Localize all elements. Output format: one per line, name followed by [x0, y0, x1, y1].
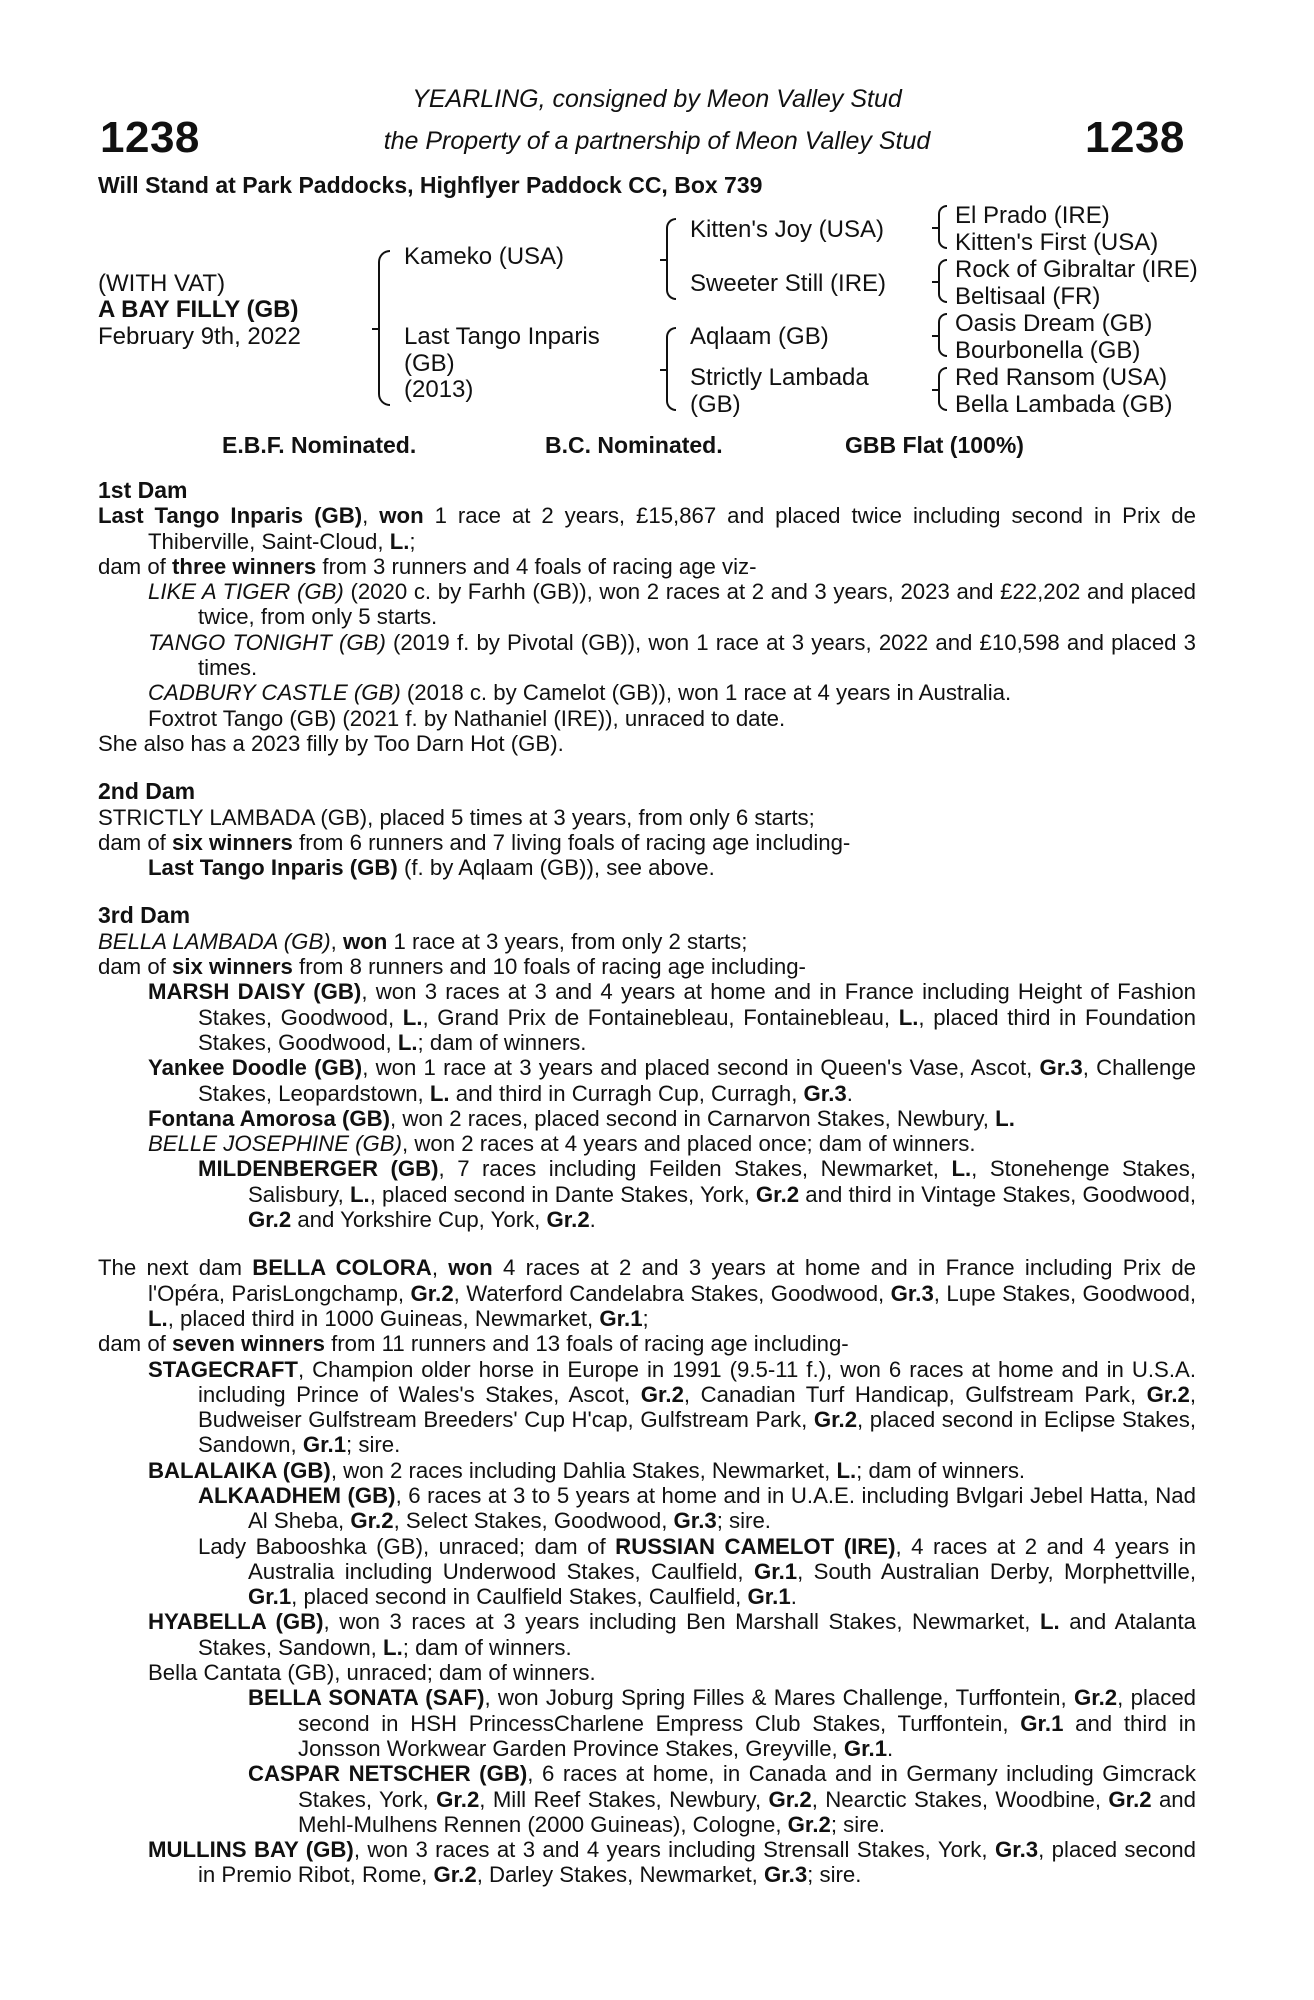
t: dam of	[98, 1331, 172, 1357]
produce-entry	[98, 706, 1196, 731]
foal-name: CADBURY CASTLE (GB)	[148, 680, 401, 706]
produce-entry	[98, 1357, 1196, 1458]
produce-entry	[98, 1534, 1196, 1610]
brace-ds	[938, 313, 947, 357]
brace-sd	[938, 259, 947, 303]
gbb-flat: GBB Flat (100%)	[845, 432, 1024, 458]
t: from 11 runners and 13 foals of racing age including-	[324, 1331, 849, 1357]
t: ; sire.	[830, 1811, 886, 1837]
group-mark: Gr.2	[1108, 1786, 1152, 1812]
t: , South Australian Derby, Morphettville,	[797, 1558, 1196, 1584]
t: , Nearctic Stakes, Woodbine,	[811, 1786, 1109, 1812]
winners-count: three winners	[172, 553, 317, 579]
stand-location: Will Stand at Park Paddocks, Highflyer Paddock CC, Box 739	[98, 172, 763, 198]
group-mark: Gr.2	[350, 1508, 394, 1534]
t: , won 3 races at 3 and 4 years at home and in France including Height of Fashion Stakes, Goodwood,	[198, 979, 1196, 1030]
t: , won Joburg Spring Filles & Mares Challenge, Turffontein,	[484, 1685, 1074, 1711]
t: .	[589, 1207, 596, 1233]
t: ; sire.	[346, 1432, 401, 1458]
t: and Yorkshire Cup, York,	[291, 1207, 547, 1233]
dam-name: Last Tango Inparis	[404, 323, 600, 350]
t: , Waterford Candelabra Stakes, Goodwood,	[453, 1280, 891, 1306]
sd-sire: Rock of Gibraltar (IRE)	[955, 256, 1198, 283]
foal-record: (f. by Aqlaam (GB)), see above.	[397, 855, 715, 881]
foal-name: MARSH DAISY (GB)	[148, 979, 362, 1005]
produce-entry	[98, 1106, 1196, 1131]
dd-dam: Bella Lambada (GB)	[955, 391, 1173, 418]
t: , 7 races including Feilden Stakes, Newmarket,	[438, 1156, 952, 1182]
group-mark: Gr.1	[843, 1735, 888, 1761]
t: , placed second in HSH PrincessCharlene Empress Club Stakes, Turffontein,	[298, 1685, 1196, 1736]
t: ; dam of winners.	[417, 1029, 587, 1055]
brace-subject	[378, 250, 390, 406]
ss-dam: Kitten's First (USA)	[955, 229, 1159, 256]
group-mark: Gr.1	[753, 1558, 798, 1584]
group-mark: Gr.2	[787, 1811, 831, 1837]
sire-dam: Sweeter Still (IRE)	[690, 270, 887, 297]
text: dam of	[98, 553, 172, 579]
foaling-date: February 9th, 2022	[98, 323, 301, 350]
t: , Mill Reef Stakes, Newbury,	[479, 1786, 769, 1812]
t: , placed second in Premio Ribot, Rome,	[198, 1837, 1196, 1888]
produce-entry	[98, 1458, 1196, 1483]
sd-dam: Beltisaal (FR)	[955, 283, 1101, 310]
t: , won 2 races at 4 years and placed once; dam of winners.	[402, 1131, 976, 1157]
listed-mark: L.	[951, 1156, 972, 1182]
text: dam of	[98, 954, 172, 980]
t: , Lupe Stakes, Goodwood,	[933, 1280, 1197, 1306]
ds-dam: Bourbonella (GB)	[955, 337, 1141, 364]
third-dam-record	[98, 929, 1196, 954]
text: from 8 runners and 10 foals of racing age including-	[292, 954, 806, 980]
t: , won 2 races including Dahlia Stakes, Newmarket,	[330, 1457, 837, 1483]
foal-name: STAGECRAFT	[148, 1356, 298, 1382]
winners-count: six winners	[172, 829, 293, 855]
second-dam-heading: 2nd Dam	[98, 778, 196, 805]
dam-dam-name: Strictly Lambada	[690, 364, 869, 391]
next-dam-record	[98, 1255, 1196, 1331]
t: and third in Jonsson Workwear Garden Province Stakes, Greyville,	[298, 1710, 1196, 1761]
t: , placed second in Caulfield Stakes, Caulfield,	[291, 1584, 748, 1610]
winners-count: seven winners	[172, 1331, 325, 1357]
produce-entry	[98, 1156, 1196, 1232]
dam-sire: Aqlaam (GB)	[690, 323, 829, 350]
group-mark: Gr.1	[599, 1305, 643, 1331]
produce-entry	[98, 579, 1196, 630]
t: , placed second in Eclipse Stakes, Sandown,	[198, 1407, 1196, 1458]
brace-sire	[666, 218, 676, 300]
group-mark: Gr.2	[248, 1207, 292, 1233]
dam-name-text: BELLA COLORA	[252, 1255, 432, 1281]
consignment-line-1: YEARLING, consigned by Meon Valley Stud	[412, 85, 902, 113]
t: and Mehl-Mulhens Rennen (2000 Guineas), Cologne,	[298, 1786, 1196, 1837]
foal-name: HYABELLA (GB)	[148, 1609, 324, 1635]
t: ; dam of winners.	[402, 1634, 572, 1660]
record-text: 1 race at 2 years, £15,867 and placed twice including second in Prix de Thiberville, Saint-Cloud,	[148, 503, 1196, 554]
ss-sire: El Prado (IRE)	[955, 202, 1110, 229]
group-mark: Gr.2	[768, 1786, 812, 1812]
t: , 4 races at 2 and 4 years in Australia including Underwood Stakes, Caulfield,	[248, 1533, 1197, 1584]
group-mark: Gr.2	[755, 1181, 800, 1207]
sep: ,	[431, 1255, 449, 1281]
t: , placed second in Dante Stakes, York,	[369, 1181, 756, 1207]
foal-name: CASPAR NETSCHER (GB)	[248, 1761, 528, 1787]
foal-name: LIKE A TIGER (GB)	[148, 579, 344, 605]
foal-name: ALKAADHEM (GB)	[198, 1482, 396, 1508]
t: and third in Curragh Cup, Curragh,	[449, 1080, 804, 1106]
catalogue-body	[98, 478, 1196, 1888]
lot-subject-name: A BAY FILLY (GB)	[98, 296, 299, 323]
produce-entry	[98, 1685, 1196, 1761]
t: Bella Cantata (GB), unraced; dam of winners.	[148, 1660, 596, 1686]
group-mark: Gr.1	[747, 1584, 791, 1610]
won-text: won	[379, 503, 424, 529]
dam-year: (2013)	[404, 376, 474, 403]
foal-name: BELLE JOSEPHINE (GB)	[148, 1131, 402, 1157]
text: from 3 runners and 4 foals of racing age viz-	[316, 553, 757, 579]
group-mark: Gr.2	[410, 1280, 454, 1306]
listed-mark: L.	[836, 1457, 857, 1483]
foal-record: (2019 f. by Pivotal (GB)), won 1 race at 3 years, 2022 and £10,598 and placed 3 times.	[198, 629, 1197, 681]
t: , Grand Prix de Fontainebleau, Fontainebleau,	[422, 1004, 899, 1030]
third-dam-produce-summary	[98, 954, 1196, 979]
first-dam-produce-summary	[98, 554, 1196, 579]
record-text: 1 race at 3 years, from only 2 starts;	[387, 928, 748, 954]
t: and third in Vintage Stakes, Goodwood,	[799, 1181, 1197, 1207]
sire-name: Kameko (USA)	[404, 243, 565, 270]
won-text: won	[342, 928, 388, 954]
group-mark: Gr.2	[640, 1381, 684, 1407]
group-mark: Gr.3	[890, 1280, 934, 1306]
group-mark: Gr.2	[1073, 1685, 1118, 1711]
t: , Canadian Turf Handicap, Gulfstream Park,	[683, 1381, 1147, 1407]
listed-mark: L.	[349, 1181, 370, 1207]
produce-entry	[98, 855, 1196, 880]
punct: ;	[409, 528, 416, 554]
group-mark: Gr.3	[1039, 1055, 1083, 1081]
foal-name: Fontana Amorosa (GB)	[148, 1105, 391, 1131]
group-mark: Gr.3	[994, 1837, 1039, 1863]
t: , won 3 races at 3 and 4 years including Strensall Stakes, York,	[353, 1837, 995, 1863]
group-mark: Gr.1	[302, 1432, 347, 1458]
produce-entry	[98, 630, 1196, 681]
foal-name: BALALAIKA (GB)	[148, 1457, 331, 1483]
listed-mark: L.	[402, 1004, 423, 1030]
group-mark: Gr.1	[1020, 1710, 1064, 1736]
group-mark: Gr.3	[673, 1508, 717, 1534]
listed-mark: L.	[389, 528, 410, 554]
t: , 6 races at home, in Canada and in Germany including Gimcrack Stakes, York,	[298, 1761, 1196, 1812]
won-text: won	[448, 1255, 493, 1281]
foal-name: BELLA SONATA (SAF)	[248, 1685, 485, 1711]
dam-country: (GB)	[404, 350, 455, 377]
sep: ,	[330, 928, 343, 954]
first-dam-record	[98, 503, 1196, 554]
dam-dam-country: (GB)	[690, 391, 741, 418]
t: , Select Stakes, Goodwood,	[393, 1508, 674, 1534]
produce-entry	[98, 1483, 1196, 1534]
listed-mark: L.	[383, 1634, 403, 1660]
lot-number-right: 1238	[1085, 113, 1185, 162]
produce-entry	[98, 680, 1196, 705]
t: , 6 races at 3 to 5 years at home and in U.A.E. including Bvlgari Jebel Hatta, Nad Al Sheba,	[248, 1482, 1196, 1534]
produce-entry	[98, 1660, 1196, 1685]
foal-name: Last Tango Inparis (GB)	[148, 855, 398, 881]
text: from 6 runners and 7 living foals of racing age including-	[292, 829, 851, 855]
group-mark: Gr.2	[813, 1407, 858, 1433]
t: , Stonehenge Stakes, Salisbury,	[248, 1156, 1196, 1207]
next-dam-produce-summary	[98, 1331, 1196, 1356]
first-dam-heading: 1st Dam	[98, 477, 188, 503]
produce-entry	[98, 1761, 1196, 1837]
group-mark: Gr.2	[1146, 1381, 1190, 1407]
second-dam-record: STRICTLY LAMBADA (GB), placed 5 times at 3 years, from only 6 starts;	[98, 804, 815, 830]
t: , won 3 races at 3 years including Ben Marshall Stakes, Newmarket,	[323, 1609, 1040, 1635]
group-mark: Gr.3	[803, 1080, 847, 1106]
vat-note: (WITH VAT)	[98, 270, 226, 297]
dam-name-text: BELLA LAMBADA (GB)	[98, 928, 331, 954]
group-mark: Gr.1	[248, 1584, 292, 1610]
listed-mark: L.	[429, 1080, 450, 1106]
t: , Budweiser Gulfstream Breeders' Cup H'cap, Gulfstream Park,	[198, 1381, 1196, 1433]
foal-record: (2020 c. by Farhh (GB)), won 2 races at 2 and 3 years, 2023 and £22,202 and placed twice, from only 5 starts.	[198, 579, 1196, 630]
foal-name: RUSSIAN CAMELOT (IRE)	[615, 1533, 896, 1559]
produce-note: She also has a 2023 filly by Too Darn Hot (GB).	[98, 730, 564, 756]
ebf-nomination: E.B.F. Nominated.	[222, 432, 417, 458]
foal-name: MULLINS BAY (GB)	[148, 1837, 354, 1863]
foal-record: (2018 c. by Camelot (GB)), won 1 race at 4 years in Australia.	[400, 680, 1012, 706]
lot-number-left: 1238	[100, 113, 200, 162]
produce-entry	[98, 1609, 1196, 1660]
foal-record: Foxtrot Tango (GB) (2021 f. by Nathaniel (IRE)), unraced to date.	[148, 705, 786, 731]
brace-dam	[666, 327, 676, 411]
sep: ,	[362, 503, 380, 529]
t: .	[887, 1735, 894, 1761]
brace-ss	[938, 205, 947, 249]
t: , placed third in 1000 Guineas, Newmarket,	[167, 1305, 600, 1331]
foal-name: Yankee Doodle (GB)	[148, 1055, 363, 1081]
t: , Challenge Stakes, Leopardstown,	[198, 1055, 1196, 1106]
third-dam-heading: 3rd Dam	[98, 902, 191, 929]
listed-mark: L.	[898, 1004, 919, 1030]
group-mark: Gr.2	[436, 1786, 480, 1812]
dam-name-text: Last Tango Inparis (GB)	[98, 503, 363, 529]
t: and Atalanta Stakes, Sandown,	[198, 1609, 1196, 1660]
ds-sire: Oasis Dream (GB)	[955, 310, 1153, 337]
group-mark: Gr.3	[763, 1862, 808, 1888]
t: Lady Babooshka (GB), unraced; dam of	[198, 1533, 616, 1559]
listed-mark: L.	[1039, 1609, 1060, 1635]
listed-mark: L.	[148, 1305, 168, 1331]
group-mark: Gr.2	[433, 1862, 477, 1888]
text: dam of	[98, 829, 172, 855]
dd-sire: Red Ransom (USA)	[955, 364, 1168, 391]
t: ; sire.	[716, 1508, 771, 1534]
t: , placed third in Foundation Stakes, Goodwood,	[198, 1004, 1196, 1055]
winners-count: six winners	[172, 954, 293, 980]
produce-entry	[98, 979, 1196, 1055]
t: , Darley Stakes, Newmarket,	[476, 1862, 764, 1888]
t: , won 2 races, placed second in Carnarvon Stakes, Newbury,	[390, 1105, 996, 1131]
t: .	[846, 1080, 853, 1106]
produce-entry	[98, 1131, 1196, 1156]
bc-nomination: B.C. Nominated.	[545, 432, 723, 458]
listed-mark: L.	[397, 1029, 418, 1055]
t: , Champion older horse in Europe in 1991 (9.5-11 f.), won 6 races at home and in U.S.A. including Prince of Wales's Stakes, Ascot,	[198, 1356, 1196, 1407]
t: , won 1 race at 3 years and placed second in Queen's Vase, Ascot,	[362, 1055, 1040, 1081]
t: ; sire.	[807, 1862, 862, 1888]
produce-entry	[98, 1837, 1196, 1888]
brace-dd	[938, 367, 947, 411]
group-mark: Gr.2	[546, 1207, 590, 1233]
consignment-line-2: the Property of a partnership of Meon Valley Stud	[383, 127, 931, 155]
second-dam-produce-summary	[98, 830, 1196, 855]
t: ; dam of winners.	[856, 1457, 1026, 1483]
t: .	[790, 1584, 797, 1610]
sire-sire: Kitten's Joy (USA)	[690, 216, 884, 243]
produce-entry	[98, 1055, 1196, 1106]
listed-mark: L.	[995, 1105, 1015, 1131]
t: The next dam	[98, 1255, 253, 1281]
foal-name: MILDENBERGER (GB)	[198, 1156, 439, 1182]
foal-name: TANGO TONIGHT (GB)	[148, 629, 386, 655]
t: 4 races at 2 and 3 years at home and in France including Prix de l'Opéra, ParisLongchamp,	[148, 1255, 1196, 1306]
t: ;	[642, 1305, 649, 1331]
